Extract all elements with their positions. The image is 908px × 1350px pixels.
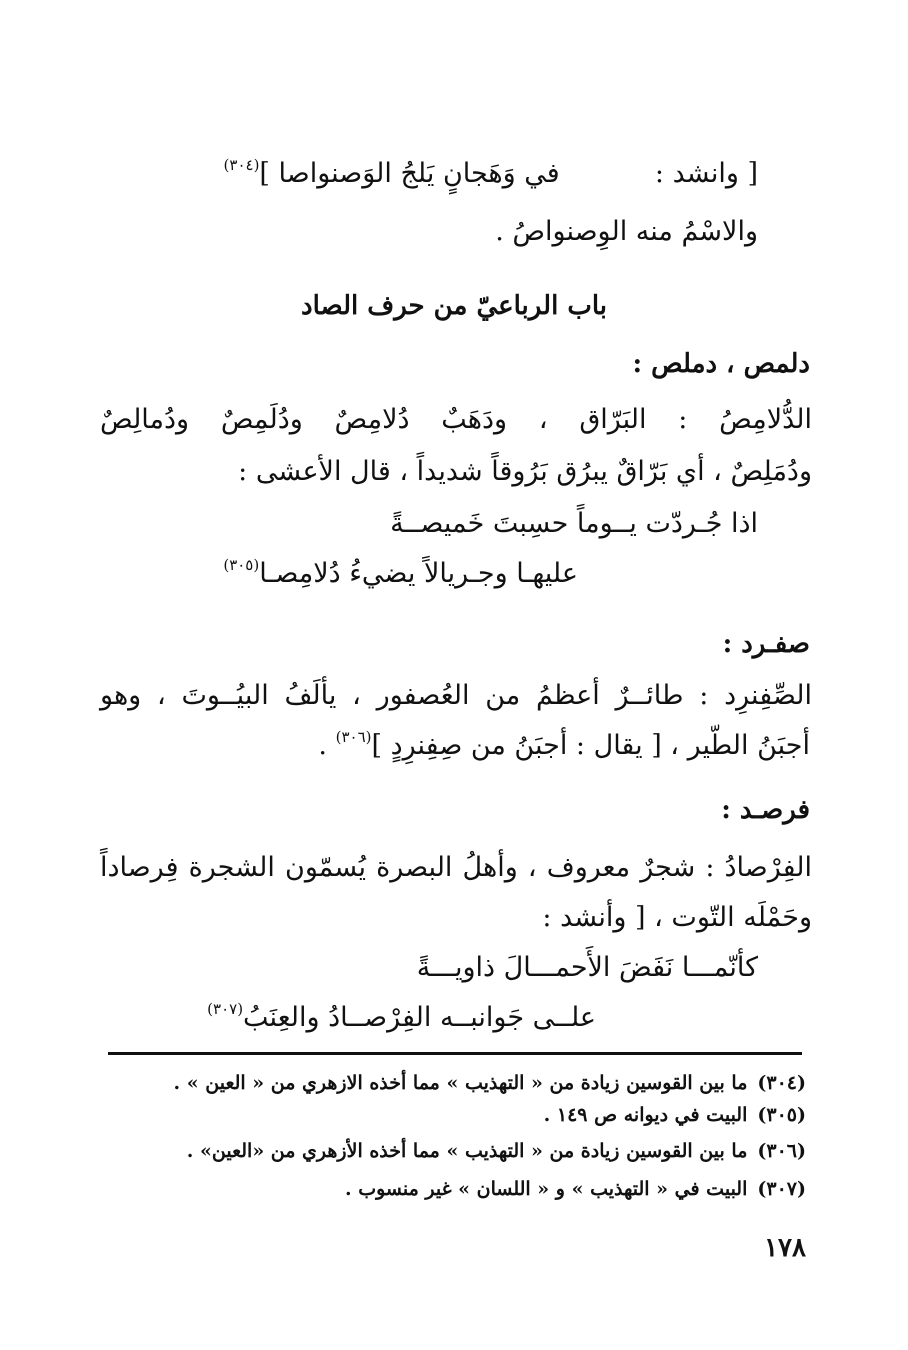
footnote-ref-306: (٣٠٦) [335, 728, 372, 746]
section-title: باب الرباعيّ من حرف الصاد [301, 291, 607, 321]
footnote-number: (٣٠٥) [757, 1104, 806, 1126]
entry-frsd-line-2: وحَمْلَه التّوت ، [ وأنشد : [542, 902, 812, 933]
page-number: ١٧٨ [764, 1233, 806, 1263]
footnote-ref-307: (٣٠٧) [207, 1000, 244, 1018]
footnote-text: ما بين القوسين زيادة من « التهذيب » مما أخذه الازهري من « العين » . [173, 1072, 748, 1094]
entry-dlms-line-2: ودُمَلِصٌ ، أي بَرّاقٌ يبرُق بَرُوقاً شديداً ، قال الأعشى : [238, 456, 812, 487]
verse-dlms-1: اذا جُـردّت يــوماً حسِبتَ خَميصــةً [390, 508, 758, 539]
entry-heading-frsd: فرصـد : [721, 795, 810, 825]
entry-heading-dlms: دلمص ، دملص : [632, 349, 810, 379]
footnote-text: ما بين القوسين زيادة من « التهذيب » مما أخذه الأزهري من «العين» . [186, 1140, 748, 1162]
verse-frsd-2 [207, 998, 596, 1038]
footnote-text: البيت في ديوانه ص ١٤٩ . [543, 1104, 748, 1126]
footnote-ref-304: (٣٠٤) [223, 156, 260, 174]
footnote-text: البيت في « التهذيب » و « اللسان » غير منسوب . [344, 1178, 748, 1200]
footnote-divider [108, 1052, 802, 1055]
intro-verse-intro: [ وانشد : [654, 158, 758, 189]
footnote-306 [187, 1136, 806, 1166]
entry-dlms-line-1: الدُّلامِصُ : البَرّاق ، ودَهَبٌ دُلامِصٌ ودُلَمِصٌ ودُمالِصٌ [100, 404, 812, 435]
intro-line-2-text: والاسْمُ منه الوِصنواصُ . [495, 216, 758, 247]
footnote-305 [544, 1100, 806, 1130]
verse-dlms-2 [223, 554, 578, 594]
intro-verse: في وَهَجانٍ يَلجُ الوَصنواصا ] [259, 158, 560, 189]
footnote-number: (٣٠٦) [757, 1140, 806, 1162]
entry-sfrd-line-2-end: . [318, 730, 336, 761]
entry-sfrd-line-2 [318, 726, 810, 766]
footnote-307 [345, 1174, 806, 1204]
footnote-ref-305: (٣٠٥) [223, 556, 260, 574]
verse-frsd-1: كأنّمـــا نَفَضَ الأَحمـــالَ ذاويـــةً [416, 952, 758, 983]
entry-frsd-line-1: الفِرْصادُ : شجرٌ معروف ، وأهلُ البصرة يُسمّون الشجرة فِرصاداً [100, 852, 812, 883]
entry-sfrd-line-1: الصِّفِنرِد : طائــرٌ أعظمُ من العُصفور ، يألَفُ البيُــوتَ ، وهو [100, 680, 812, 711]
intro-line-2 [495, 212, 758, 252]
intro-line-1 [224, 154, 758, 194]
verse-dlms-2-text: عليهـا وجـريالاً يضيءُ دُلامِصـا [259, 558, 578, 589]
verse-frsd-2-text: علــى جَوانبــه الفِرْصــادُ والعِنَبُ [243, 1002, 596, 1033]
footnote-number: (٣٠٤) [757, 1072, 806, 1094]
footnote-304 [174, 1068, 806, 1098]
entry-sfrd-line-2-text: أجبَنُ الطّير ، [ يقال : أجبَنُ من صِفِنرِدٍ ] [371, 730, 810, 761]
entry-heading-sfrd: صفـرد : [722, 629, 810, 659]
footnote-number: (٣٠٧) [757, 1178, 806, 1200]
